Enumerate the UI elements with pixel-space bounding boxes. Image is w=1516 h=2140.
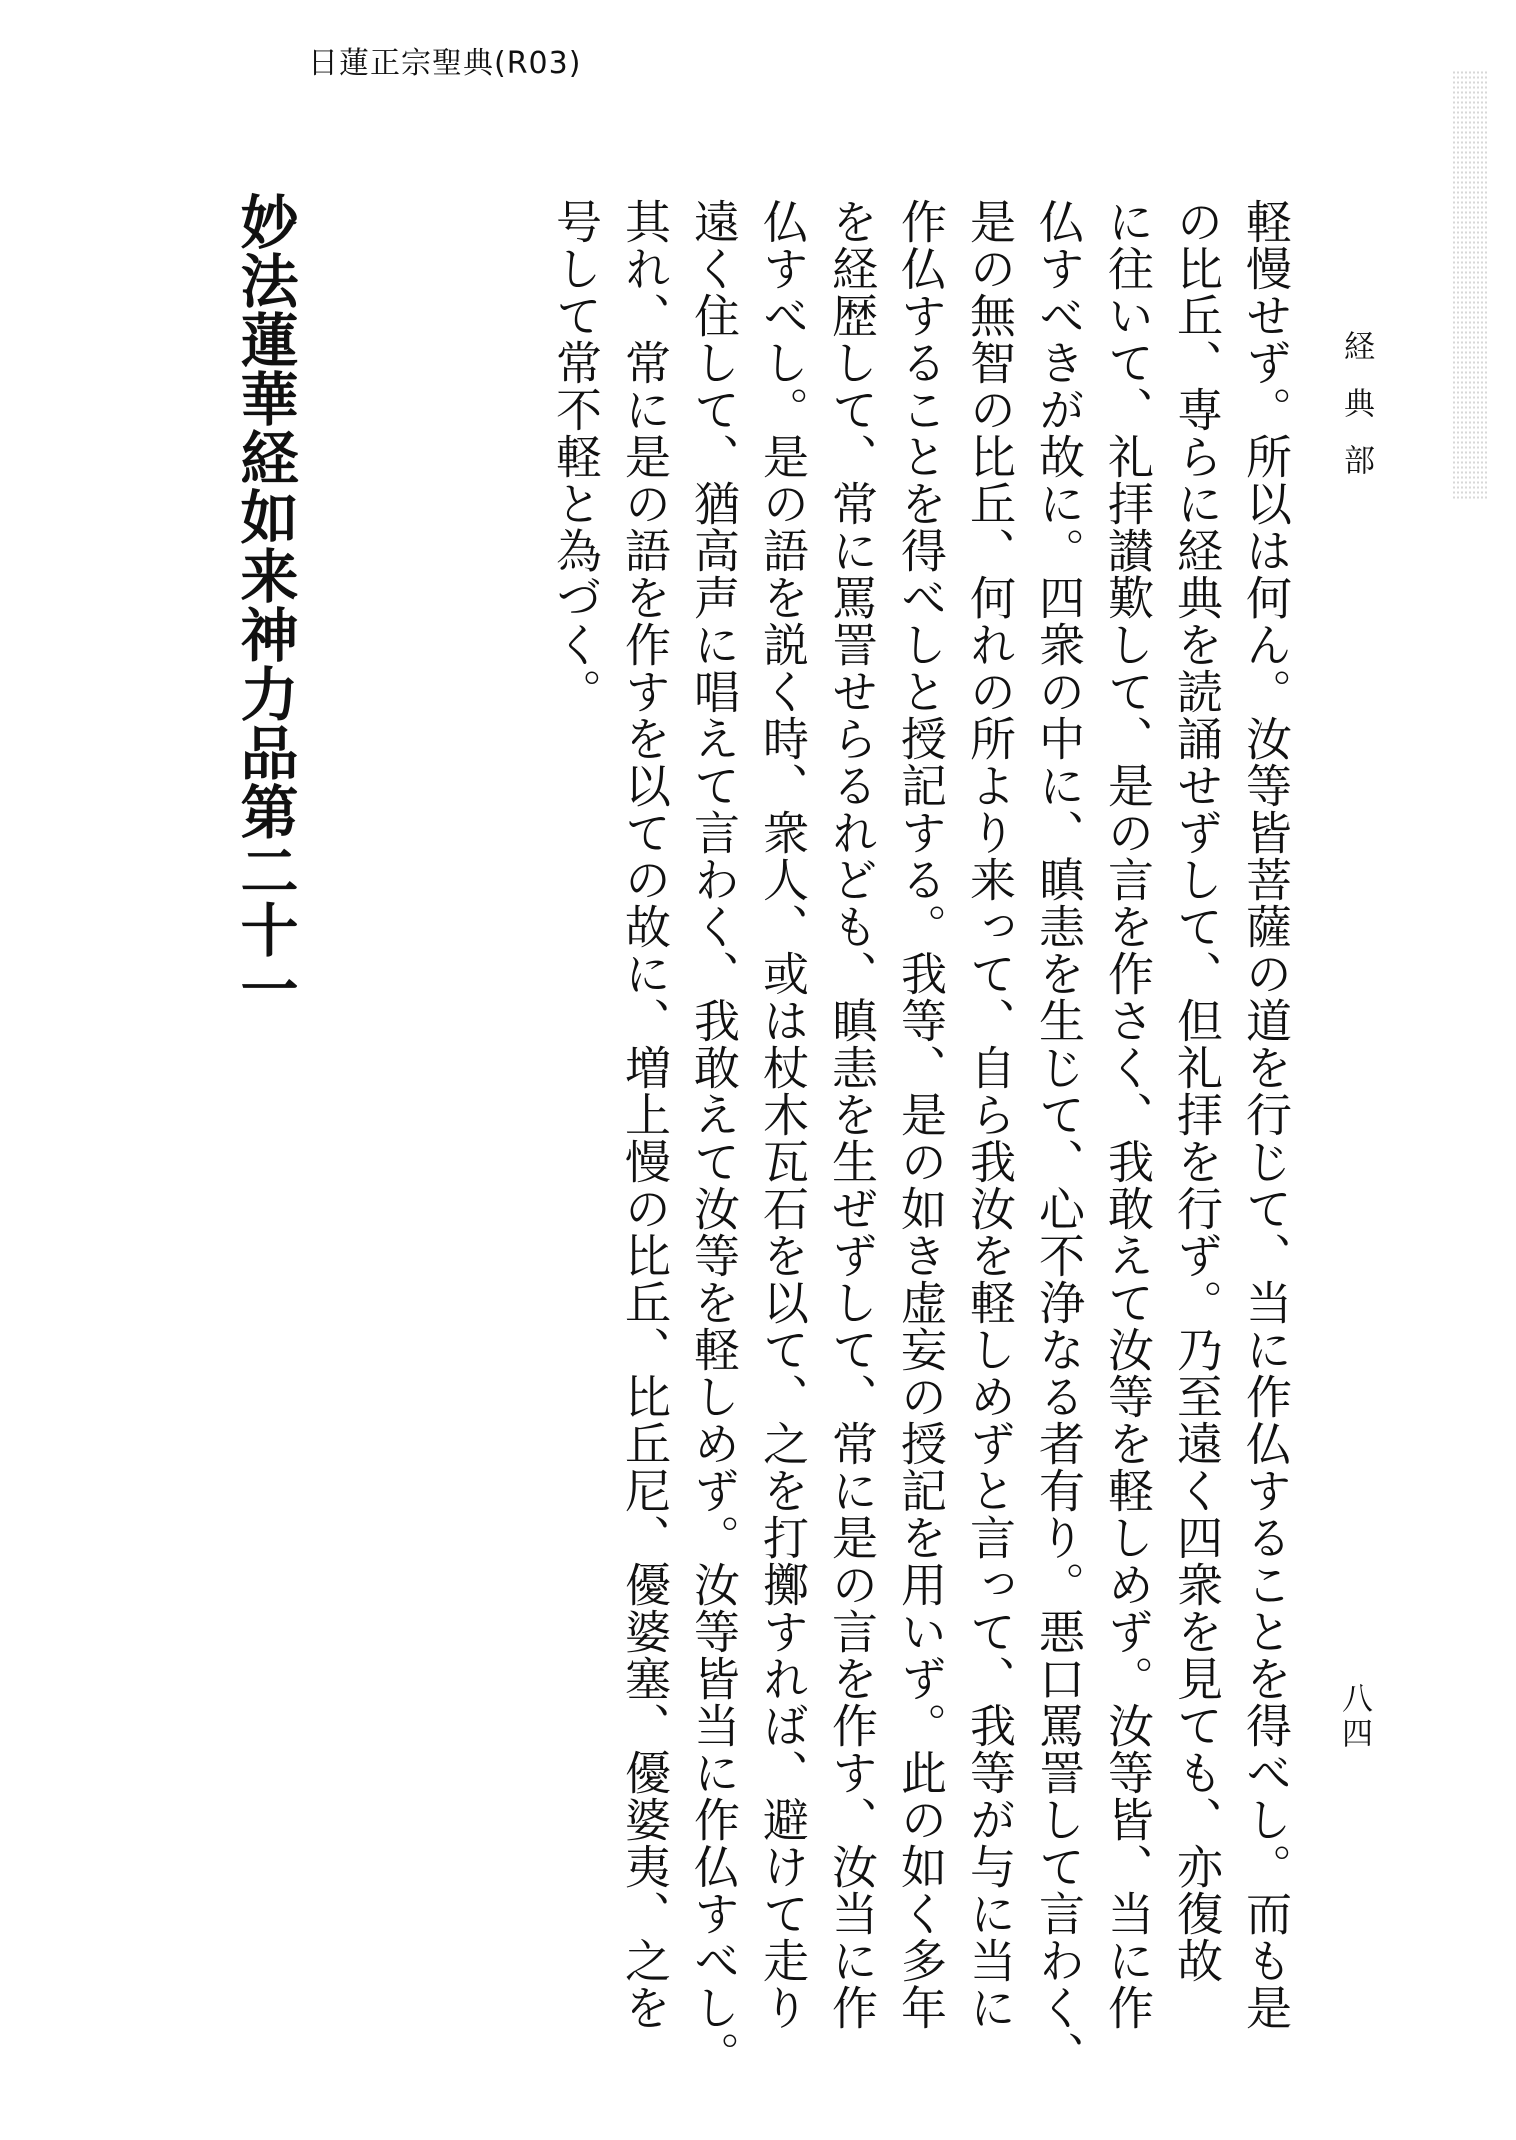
text-line: 作仏することを得べしと授記する。我等、是の如き虚妄の授記を用いず。此の如く多年: [894, 198, 948, 2031]
scripture-text-block: [470, 198, 1300, 2078]
text-line: に往いて、礼拝讃歎して、是の言を作さく、我敢えて汝等を軽しめず。汝等皆、当に作: [1101, 198, 1155, 2031]
text-line: 軽慢せず。所以は何ん。汝等皆菩薩の道を行じて、当に作仏することを得べし。而も是: [1239, 198, 1293, 2031]
text-line: 是の無智の比丘、何れの所より来って、自ら我汝を軽しめずと言って、我等が与に当に: [963, 198, 1017, 2031]
text-line: を経歴して、常に罵詈せらるれども、瞋恚を生ぜずして、常に是の言を作す、汝当に作: [825, 198, 879, 2031]
section-label: 経典部: [1338, 330, 1374, 501]
text-line: 仏すべきが故に。四衆の中に、瞋恚を生じて、心不浄なる者有り。悪口罵詈して言わく、: [1032, 198, 1086, 2078]
text-line: 其れ、常に是の語を作すを以ての故に、増上慢の比丘、比丘尼、優婆塞、優婆夷、之を: [618, 198, 672, 2031]
page-header-title: 日蓮正宗聖典(R03): [308, 46, 582, 81]
page-number: 八四: [1336, 1682, 1372, 1752]
chapter-title: 妙法蓮華経如来神力品第二十一: [230, 192, 299, 1018]
text-line: の比丘、専らに経典を読誦せずして、但礼拝を行ず。乃至遠く四衆を見ても、亦復故: [1170, 198, 1224, 1984]
text-line: 号して常不軽と為づく。: [549, 198, 603, 715]
scan-noise-decoration: [1452, 70, 1488, 500]
text-line: 仏すべし。是の語を説く時、衆人、或は杖木瓦石を以て、之を打擲すれば、避けて走り: [756, 198, 810, 2031]
text-line: 遠く住して、猶高声に唱えて言わく、我敢えて汝等を軽しめず。汝等皆当に作仏すべし。: [687, 198, 741, 2078]
